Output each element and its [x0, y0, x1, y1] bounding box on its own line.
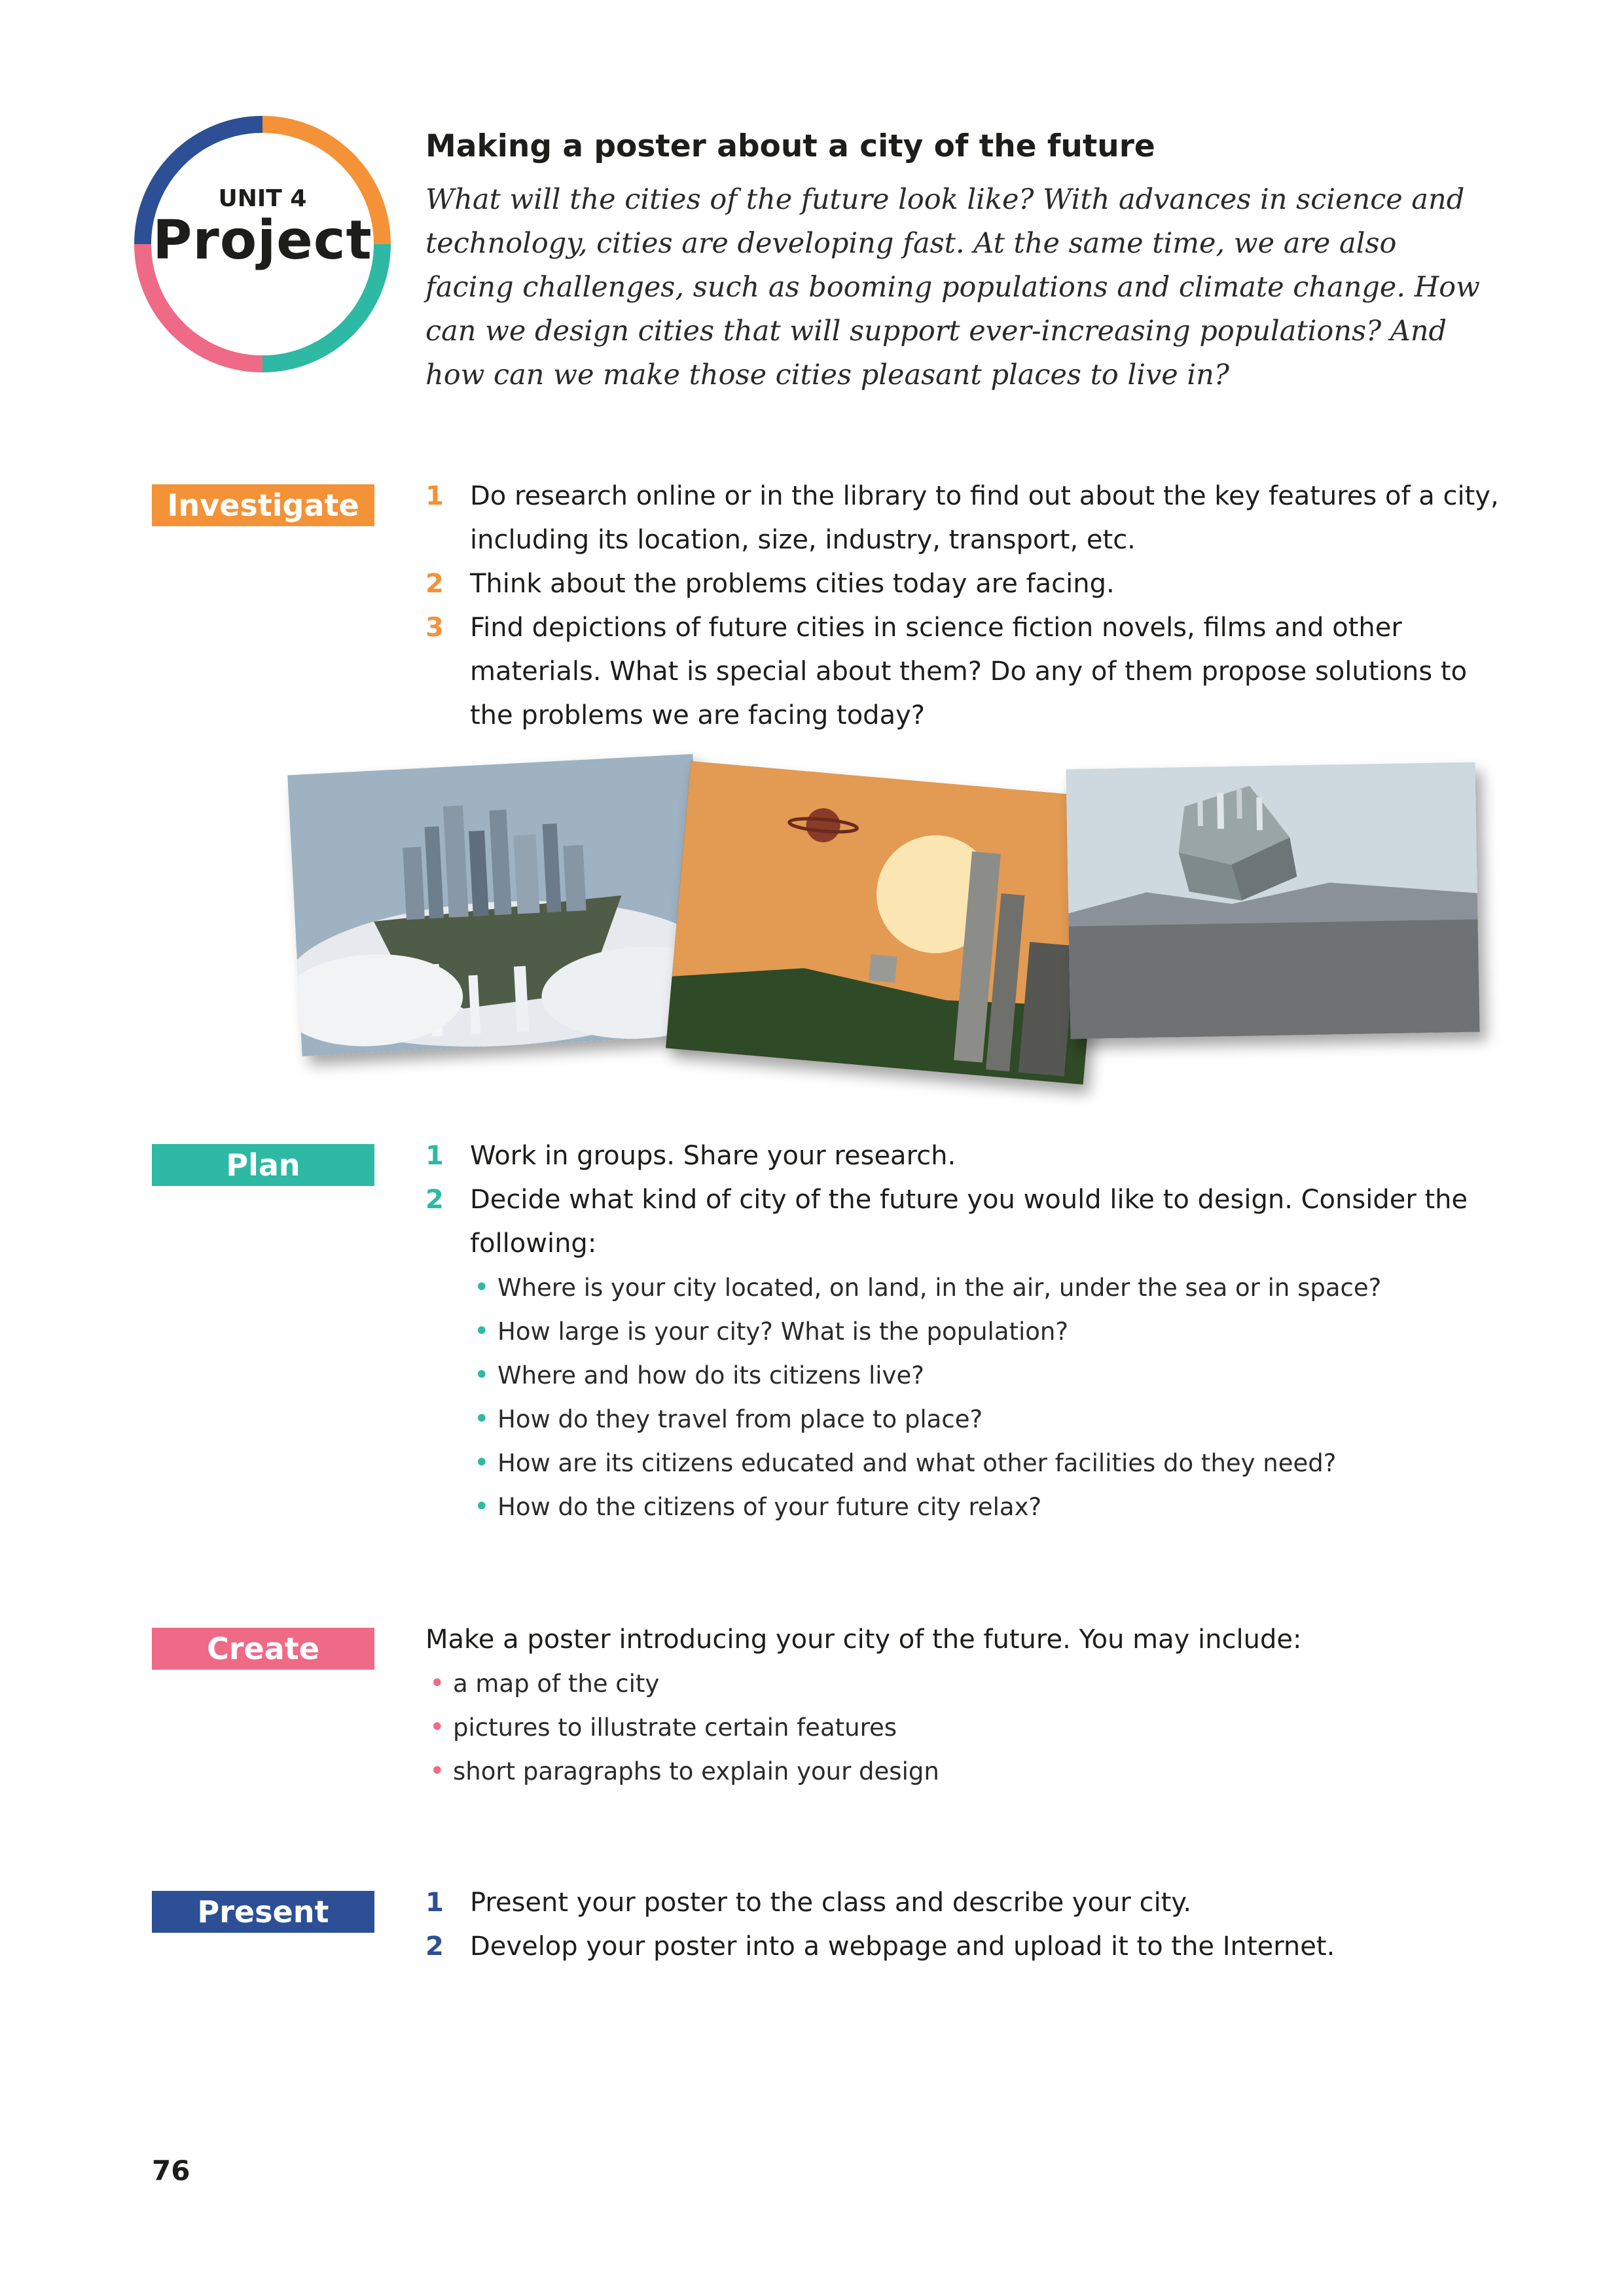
intro-paragraph: What will the cities of the future look like? With advances in science and technology, cities are developing fast. At the same time, we are also facing challenges, such as booming populations and climate change. How can we design cities that will support ever-increasing populations? And how can we make those cities pleasant places to live in?: [425, 183, 1480, 391]
bullet-text: Where is your city located, on land, in the air, under the sea or in space?: [497, 1274, 1382, 1302]
item-number: 1: [425, 1888, 444, 1918]
list-item: [425, 1881, 1512, 1925]
bullet-item: [470, 1397, 1512, 1441]
item-text: Work in groups. Share your research.: [470, 1141, 956, 1171]
investigate-label: Investigate: [152, 484, 374, 526]
item-number: 2: [425, 569, 444, 599]
present-section: [425, 1881, 1512, 1969]
list-item: [425, 1178, 1512, 1529]
bullet-text: a map of the city: [453, 1670, 660, 1698]
bullet-item: [470, 1266, 1512, 1310]
item-number: 2: [425, 1931, 444, 1962]
plan-label: Plan: [152, 1144, 374, 1186]
bullet-icon: •: [429, 1756, 445, 1786]
bullet-item: [425, 1662, 1512, 1706]
bullet-text: How do they travel from place to place?: [497, 1405, 983, 1433]
item-text: Present your poster to the class and describe your city.: [470, 1888, 1192, 1918]
badge-project-label: Project: [153, 209, 372, 272]
item-text: Do research online or in the library to find out about the key features of a city, including its location, size, industry, transport, etc.: [470, 481, 1499, 555]
item-text: Decide what kind of city of the future you would like to design. Consider the following:: [470, 1185, 1468, 1259]
unit-number: UNIT 4: [218, 185, 307, 212]
bullet-icon: •: [429, 1712, 445, 1742]
create-section: [425, 1618, 1512, 1793]
item-number: 3: [425, 613, 444, 643]
bullet-icon: •: [474, 1316, 490, 1346]
bullet-item: [470, 1310, 1512, 1354]
item-number: 1: [425, 481, 444, 511]
bullet-icon: •: [474, 1492, 490, 1522]
bullet-item: [425, 1706, 1512, 1749]
list-item: [425, 606, 1512, 738]
floating-city-photo: [287, 754, 708, 1056]
bullet-text: Where and how do its citizens live?: [497, 1361, 924, 1390]
sunset-tower-planet-photo: [666, 761, 1108, 1085]
page-title: Making a poster about a city of the future: [425, 128, 1155, 164]
item-text: Find depictions of future cities in science fiction novels, films and other materials. What is special about them? Do any of them propose solutions to the problems we are facing today?: [470, 613, 1468, 730]
list-item: [425, 1925, 1512, 1969]
page-number: 76: [152, 2155, 190, 2187]
investigate-section: [425, 475, 1512, 738]
item-number: 2: [425, 1185, 444, 1215]
bullet-text: How are its citizens educated and what other facilities do they need?: [497, 1449, 1337, 1477]
list-item: [425, 475, 1512, 562]
bullet-icon: •: [474, 1360, 490, 1390]
bullet-text: pictures to illustrate certain features: [453, 1713, 897, 1742]
bullet-icon: •: [429, 1668, 445, 1698]
bullet-text: How do the citizens of your future city relax?: [497, 1493, 1042, 1521]
unit-badge: [130, 111, 395, 377]
bullet-icon: •: [474, 1404, 490, 1434]
list-item: [425, 562, 1512, 606]
bullet-icon: •: [474, 1448, 490, 1478]
bullet-icon: •: [474, 1272, 490, 1302]
item-number: 1: [425, 1141, 444, 1171]
bullet-item: [470, 1354, 1512, 1397]
list-item: [425, 1134, 1512, 1178]
bullet-item: [470, 1485, 1512, 1529]
floating-cube-city-photo: [1066, 762, 1479, 1039]
bullet-item: [425, 1749, 1512, 1793]
item-text: Develop your poster into a webpage and upload it to the Internet.: [470, 1931, 1335, 1962]
plan-section: [425, 1134, 1512, 1529]
create-intro: Make a poster introducing your city of the future. You may include:: [425, 1624, 1302, 1655]
create-label: Create: [152, 1628, 374, 1670]
bullet-item: [470, 1441, 1512, 1485]
bullet-text: short paragraphs to explain your design: [453, 1757, 939, 1785]
bullet-text: How large is your city? What is the population?: [497, 1318, 1069, 1346]
item-text: Think about the problems cities today are facing.: [470, 569, 1115, 599]
present-label: Present: [152, 1891, 374, 1933]
